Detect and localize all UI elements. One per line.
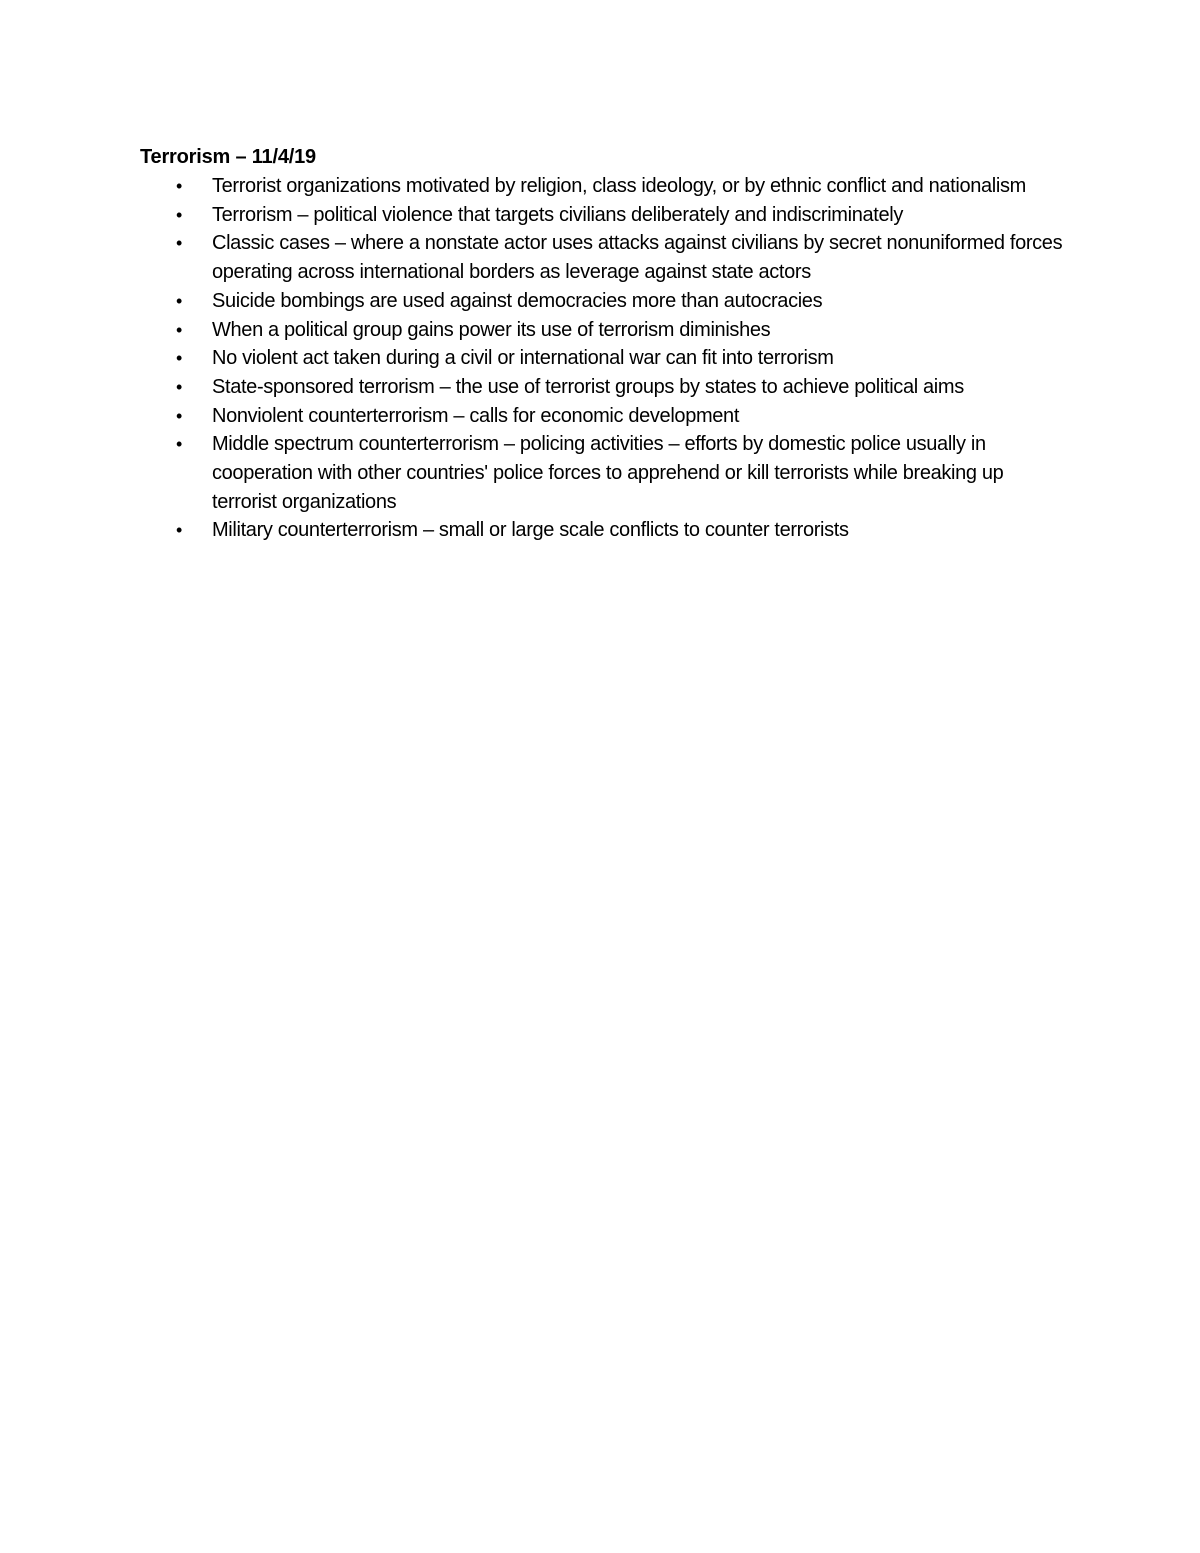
list-item (140, 287, 1070, 316)
list-item-text: Nonviolent counterterrorism – calls for economic development (212, 404, 740, 427)
list-item-text: When a political group gains power its use of terrorism diminishes (212, 318, 771, 341)
list-item-text: Suicide bombings are used against democracies more than autocracies (212, 289, 823, 312)
bullet-icon: • (176, 520, 182, 541)
bullet-icon: • (176, 290, 182, 311)
document-content (140, 143, 1070, 545)
list-item (140, 430, 1070, 516)
list-item (140, 516, 1070, 545)
list-item-text: Terrorism – political violence that targets civilians deliberately and indiscriminately (212, 203, 903, 226)
list-item (140, 402, 1070, 431)
document-title: Terrorism – 11/4/19 (140, 146, 316, 168)
list-item-text: No violent act taken during a civil or international war can fit into terrorism (212, 347, 834, 370)
list-item (140, 316, 1070, 345)
bullet-icon: • (176, 233, 182, 254)
bullet-icon: • (176, 348, 182, 369)
bullet-icon: • (176, 405, 182, 426)
bullet-icon: • (176, 434, 182, 455)
list-item (140, 172, 1070, 201)
bullet-list (140, 172, 1070, 545)
list-item (140, 201, 1070, 230)
list-item-text: Classic cases – where a nonstate actor uses attacks against civilians by secret nonuniformed forces operating across international borders as leverage against state actors (212, 232, 1063, 284)
bullet-icon: • (176, 319, 182, 340)
list-item (140, 344, 1070, 373)
list-item-text: Terrorist organizations motivated by religion, class ideology, or by ethnic conflict and nationalism (212, 175, 1026, 197)
list-item-text: Military counterterrorism – small or large scale conflicts to counter terrorists (212, 519, 849, 542)
list-item-text: State-sponsored terrorism – the use of terrorist groups by states to achieve political aims (212, 375, 964, 398)
list-item (140, 373, 1070, 402)
bullet-icon: • (176, 204, 182, 225)
bullet-icon: • (176, 176, 182, 196)
list-item-text: Middle spectrum counterterrorism – policing activities – efforts by domestic police usually in cooperation with other countries' police forces to apprehend or kill terrorists while breaking up terrorist organizations (212, 433, 1004, 513)
list-item (140, 229, 1070, 286)
bullet-icon: • (176, 376, 182, 397)
